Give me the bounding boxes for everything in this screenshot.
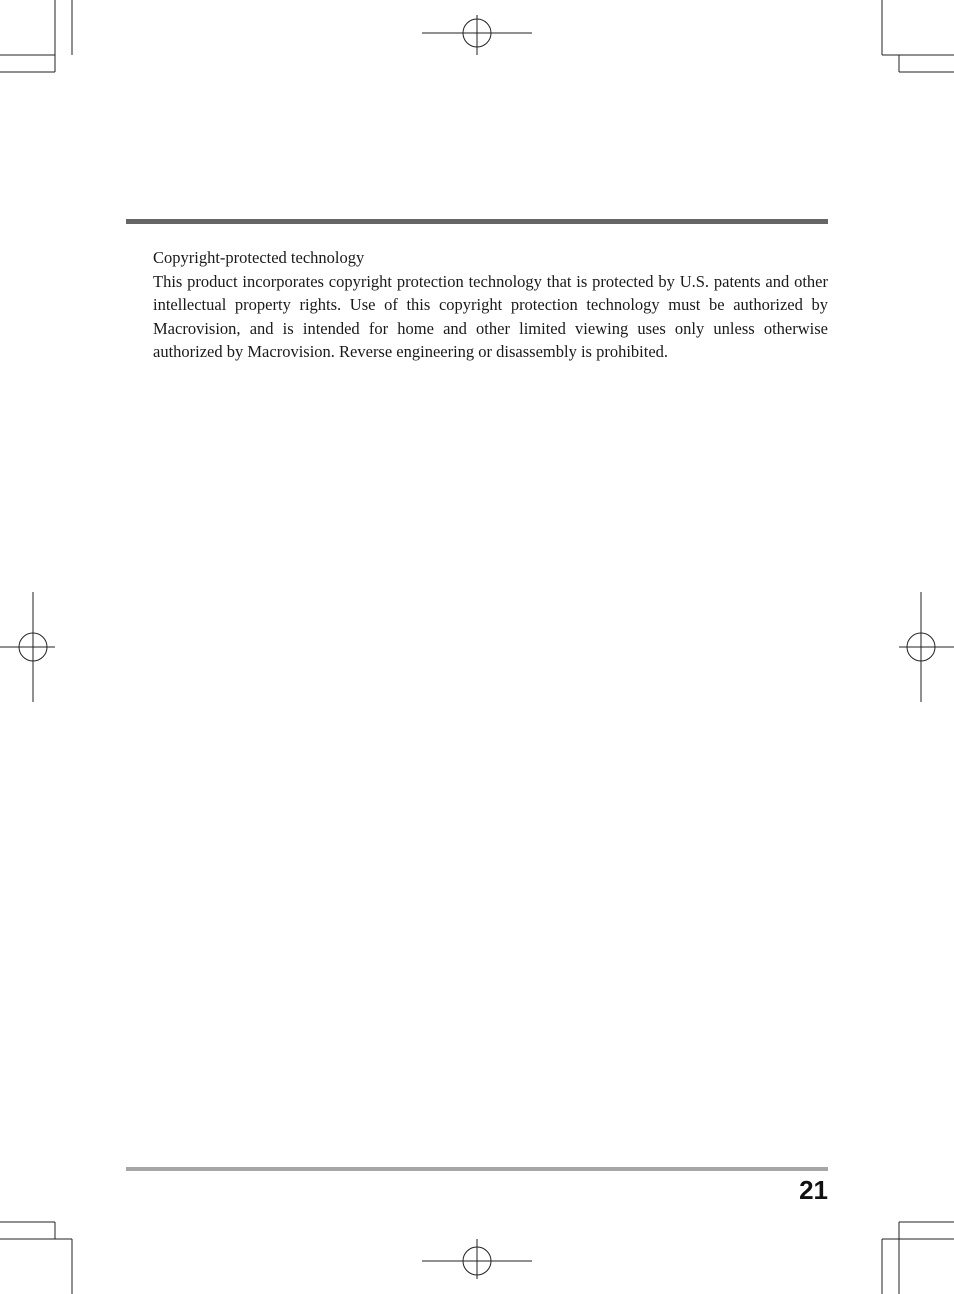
crop-mark-top-left [0, 0, 72, 72]
top-divider-rule [126, 219, 828, 224]
crop-mark-bottom-right [882, 1222, 954, 1294]
crop-mark-top-right [882, 0, 954, 72]
crop-mark-bottom-left [0, 1222, 72, 1294]
registration-mark-right [899, 592, 954, 702]
registration-mark-left [0, 592, 55, 702]
registration-mark-top [422, 15, 532, 55]
registration-mark-bottom [422, 1239, 532, 1279]
section-body: This product incorporates copyright protection technology that is protected by U.S. patents and other intellectual property rights. Use of this copyright protection technology must be authorized by Macrovision, and is intended for home and other limited viewing uses only unless otherwise authorized by Macrovision. Reverse engineering or disassembly is prohibited. [153, 271, 828, 361]
bottom-divider-rule [126, 1167, 828, 1171]
page-number: 21 [799, 1175, 828, 1205]
copyright-section [153, 246, 828, 364]
section-heading: Copyright-protected technology [153, 248, 365, 267]
